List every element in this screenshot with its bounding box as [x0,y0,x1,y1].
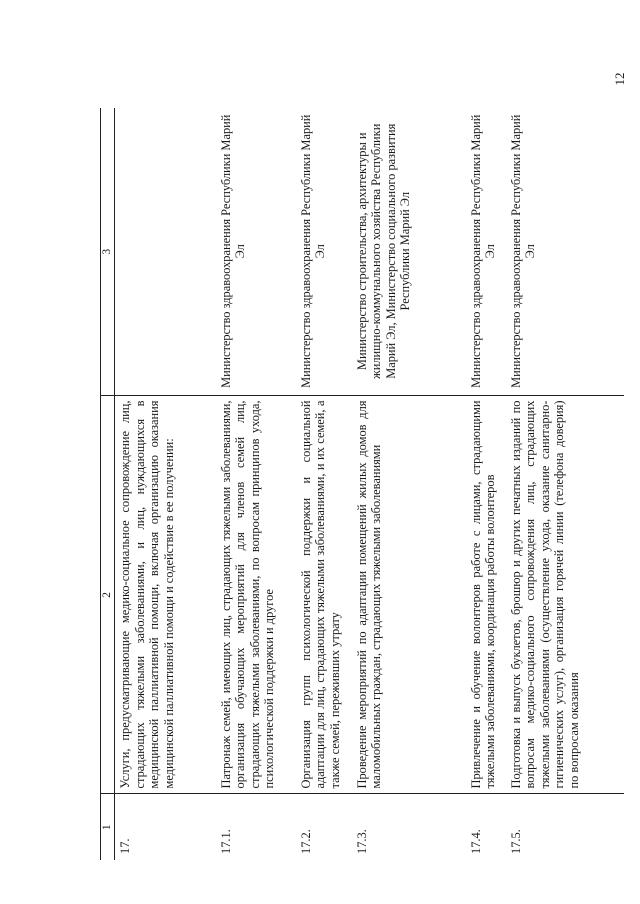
table-row [216,108,296,860]
table-row [115,108,216,860]
row-responsible: Министерство здравоохранения Республики Марий Эл [468,114,498,388]
table-header-row [101,108,115,860]
row-description: Подготовка и выпуск буклетов, брошюр и других печатных изданий по вопросам медико-социального сопровождения лиц, страдающих тяжелыми заболеваниями (осуществление ухода, оказание санитарно-гигиенических услуг), организация горячей линии (телефона доверия) по вопросам оказания [506,396,624,794]
document-table-rotated [100,108,628,860]
row-description: Проведение мероприятий по адаптации помещений жилых домов для маломобильных граждан, страдающих тяжелыми заболеваниями [352,396,466,794]
row-number: 17. [115,794,216,860]
row-responsible: Министерство здравоохранения Республики Марий Эл [298,114,328,388]
header-col-3: 3 [101,108,115,396]
table-row [296,108,352,860]
row-description: Патронаж семей, имеющих лиц, страдающих тяжелыми заболеваниями, организация обучающих мероприятий для членов семей лиц, страдающих тяжелыми заболеваниями, по вопросам принципов ухода, психологической поддержки и другое [216,396,296,794]
table-row [352,108,466,860]
page-number: 12 [612,72,627,86]
row-number: 17.1. [216,794,296,860]
row-number: 17.5. [506,794,624,860]
table-row [466,108,506,860]
row-responsible: Министерство здравоохранения Республики Марий Эл [508,114,538,388]
header-col-2: 2 [101,396,115,794]
table-row [506,108,624,860]
row-description: Организация групп психологической поддержки и социальной адаптации для лиц, страдающих тяжелыми заболеваниями, и их семей, а также семей, переживших утрату [296,396,352,794]
row-description: Услуги, предусматривающие медико-социальное сопровождение лиц, страдающих тяжелыми заболеваниями, и лиц, нуждающихся в медицинской паллиативной помощи, включая организацию оказания медицинской паллиативной помощи и содействие в ее получении: [115,396,216,794]
row-number: 17.2. [296,794,352,860]
row-number: 17.4. [466,794,506,860]
row-responsible: Министерство строительства, архитектуры и жилищно-коммунального хозяйства Республики Марий Эл, Министерство социального развития Республики Марий Эл [354,123,413,379]
row-responsible [115,108,216,396]
row-responsible: Министерство здравоохранения Республики Марий Эл [218,114,248,388]
row-number: 17.3. [352,794,466,860]
services-table [100,108,624,860]
header-col-1: 1 [101,794,115,860]
row-description: Привлечение и обучение волонтеров работе с лицами, страдающими тяжелыми заболеваниями, координация работы волонтеров [466,396,506,794]
